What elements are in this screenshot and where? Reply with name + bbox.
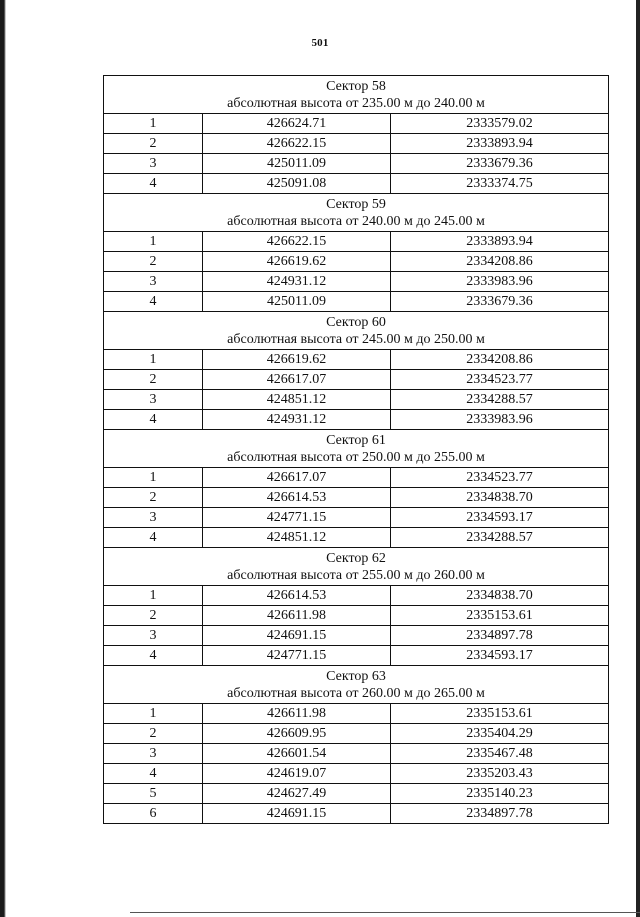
table-row: [104, 114, 609, 134]
y-coordinate-cell: 2334593.17: [391, 508, 609, 528]
y-coordinate-cell: 2335140.23: [391, 784, 609, 804]
point-number-cell: 2: [104, 134, 203, 154]
point-number-cell: 1: [104, 586, 203, 606]
table-row: [104, 606, 609, 626]
x-coordinate-cell: 424851.12: [203, 390, 391, 410]
x-coordinate-cell: 426619.62: [203, 252, 391, 272]
x-coordinate-cell: 426617.07: [203, 370, 391, 390]
y-coordinate-cell: 2334838.70: [391, 586, 609, 606]
table-row: [104, 370, 609, 390]
x-coordinate-cell: 424619.07: [203, 764, 391, 784]
point-number-cell: 4: [104, 174, 203, 194]
sector-title: Сектор 62: [326, 550, 386, 566]
x-coordinate-cell: 424771.15: [203, 646, 391, 666]
point-number-cell: 3: [104, 744, 203, 764]
y-coordinate-cell: 2334208.86: [391, 252, 609, 272]
table-row: [104, 488, 609, 508]
point-number-cell: 1: [104, 468, 203, 488]
table-row: [104, 744, 609, 764]
y-coordinate-cell: 2334593.17: [391, 646, 609, 666]
sector-title: Сектор 58: [326, 78, 386, 94]
sector-header-cell: [104, 76, 609, 114]
table-row: [104, 646, 609, 666]
y-coordinate-cell: 2335203.43: [391, 764, 609, 784]
sector-altitude-range: абсолютная высота от 245.00 м до 250.00 м: [227, 331, 485, 347]
sector-header-row: [104, 548, 609, 586]
table-row: [104, 410, 609, 430]
y-coordinate-cell: 2333579.02: [391, 114, 609, 134]
sector-title: Сектор 63: [326, 668, 386, 684]
point-number-cell: 4: [104, 528, 203, 548]
point-number-cell: 3: [104, 154, 203, 174]
table-row: [104, 154, 609, 174]
y-coordinate-cell: 2334523.77: [391, 370, 609, 390]
x-coordinate-cell: 424771.15: [203, 508, 391, 528]
scan-right-edge: [636, 0, 640, 917]
coordinates-table-body: [104, 76, 609, 824]
point-number-cell: 4: [104, 410, 203, 430]
y-coordinate-cell: 2335153.61: [391, 704, 609, 724]
x-coordinate-cell: 424627.49: [203, 784, 391, 804]
y-coordinate-cell: 2333374.75: [391, 174, 609, 194]
x-coordinate-cell: 425011.09: [203, 292, 391, 312]
x-coordinate-cell: 426617.07: [203, 468, 391, 488]
sector-header-row: [104, 194, 609, 232]
table-row: [104, 784, 609, 804]
sector-header-cell: [104, 430, 609, 468]
y-coordinate-cell: 2333983.96: [391, 410, 609, 430]
table-row: [104, 272, 609, 292]
sector-altitude-range: абсолютная высота от 240.00 м до 245.00 м: [227, 213, 485, 229]
sector-altitude-range: абсолютная высота от 260.00 м до 265.00 м: [227, 685, 485, 701]
table-row: [104, 390, 609, 410]
sector-header-cell: [104, 548, 609, 586]
sector-header-cell: [104, 194, 609, 232]
y-coordinate-cell: 2333679.36: [391, 292, 609, 312]
sector-header-row: [104, 76, 609, 114]
point-number-cell: 1: [104, 704, 203, 724]
sector-header-row: [104, 666, 609, 704]
x-coordinate-cell: 424931.12: [203, 272, 391, 292]
table-row: [104, 764, 609, 784]
x-coordinate-cell: 426611.98: [203, 704, 391, 724]
point-number-cell: 4: [104, 646, 203, 666]
x-coordinate-cell: 424691.15: [203, 804, 391, 824]
x-coordinate-cell: 426601.54: [203, 744, 391, 764]
x-coordinate-cell: 425011.09: [203, 154, 391, 174]
x-coordinate-cell: 426609.95: [203, 724, 391, 744]
y-coordinate-cell: 2334897.78: [391, 626, 609, 646]
x-coordinate-cell: 424691.15: [203, 626, 391, 646]
sector-header-row: [104, 312, 609, 350]
x-coordinate-cell: 426622.15: [203, 232, 391, 252]
x-coordinate-cell: 424851.12: [203, 528, 391, 548]
point-number-cell: 3: [104, 390, 203, 410]
point-number-cell: 3: [104, 508, 203, 528]
sector-header-cell: [104, 312, 609, 350]
y-coordinate-cell: 2335467.48: [391, 744, 609, 764]
table-row: [104, 528, 609, 548]
table-row: [104, 804, 609, 824]
sector-title: Сектор 61: [326, 432, 386, 448]
table-row: [104, 134, 609, 154]
table-row: [104, 704, 609, 724]
table-row: [104, 724, 609, 744]
y-coordinate-cell: 2334523.77: [391, 468, 609, 488]
point-number-cell: 3: [104, 626, 203, 646]
point-number-cell: 2: [104, 370, 203, 390]
point-number-cell: 6: [104, 804, 203, 824]
point-number-cell: 2: [104, 252, 203, 272]
point-number-cell: 1: [104, 114, 203, 134]
y-coordinate-cell: 2334208.86: [391, 350, 609, 370]
x-coordinate-cell: 426614.53: [203, 586, 391, 606]
table-row: [104, 626, 609, 646]
table-row: [104, 468, 609, 488]
y-coordinate-cell: 2335404.29: [391, 724, 609, 744]
sector-altitude-range: абсолютная высота от 235.00 м до 240.00 м: [227, 95, 485, 111]
x-coordinate-cell: 425091.08: [203, 174, 391, 194]
scan-left-edge: [0, 0, 6, 917]
y-coordinate-cell: 2335153.61: [391, 606, 609, 626]
x-coordinate-cell: 426624.71: [203, 114, 391, 134]
x-coordinate-cell: 426614.53: [203, 488, 391, 508]
x-coordinate-cell: 426622.15: [203, 134, 391, 154]
sector-header-row: [104, 430, 609, 468]
point-number-cell: 3: [104, 272, 203, 292]
y-coordinate-cell: 2334288.57: [391, 528, 609, 548]
x-coordinate-cell: 426619.62: [203, 350, 391, 370]
y-coordinate-cell: 2333679.36: [391, 154, 609, 174]
point-number-cell: 2: [104, 488, 203, 508]
y-coordinate-cell: 2333893.94: [391, 232, 609, 252]
table-row: [104, 174, 609, 194]
table-row: [104, 350, 609, 370]
x-coordinate-cell: 424931.12: [203, 410, 391, 430]
sector-title: Сектор 59: [326, 196, 386, 212]
y-coordinate-cell: 2334288.57: [391, 390, 609, 410]
table-row: [104, 508, 609, 528]
point-number-cell: 2: [104, 606, 203, 626]
page-number: 501: [311, 37, 329, 49]
point-number-cell: 5: [104, 784, 203, 804]
y-coordinate-cell: 2333983.96: [391, 272, 609, 292]
point-number-cell: 4: [104, 292, 203, 312]
point-number-cell: 2: [104, 724, 203, 744]
coordinates-table: [103, 75, 609, 824]
point-number-cell: 4: [104, 764, 203, 784]
point-number-cell: 1: [104, 232, 203, 252]
sector-header-cell: [104, 666, 609, 704]
table-row: [104, 586, 609, 606]
point-number-cell: 1: [104, 350, 203, 370]
y-coordinate-cell: 2333893.94: [391, 134, 609, 154]
sector-altitude-range: абсолютная высота от 250.00 м до 255.00 м: [227, 449, 485, 465]
sector-altitude-range: абсолютная высота от 255.00 м до 260.00 м: [227, 567, 485, 583]
x-coordinate-cell: 426611.98: [203, 606, 391, 626]
table-row: [104, 252, 609, 272]
table-row: [104, 292, 609, 312]
y-coordinate-cell: 2334897.78: [391, 804, 609, 824]
sector-title: Сектор 60: [326, 314, 386, 330]
table-row: [104, 232, 609, 252]
scan-bottom-line: [130, 912, 640, 913]
y-coordinate-cell: 2334838.70: [391, 488, 609, 508]
